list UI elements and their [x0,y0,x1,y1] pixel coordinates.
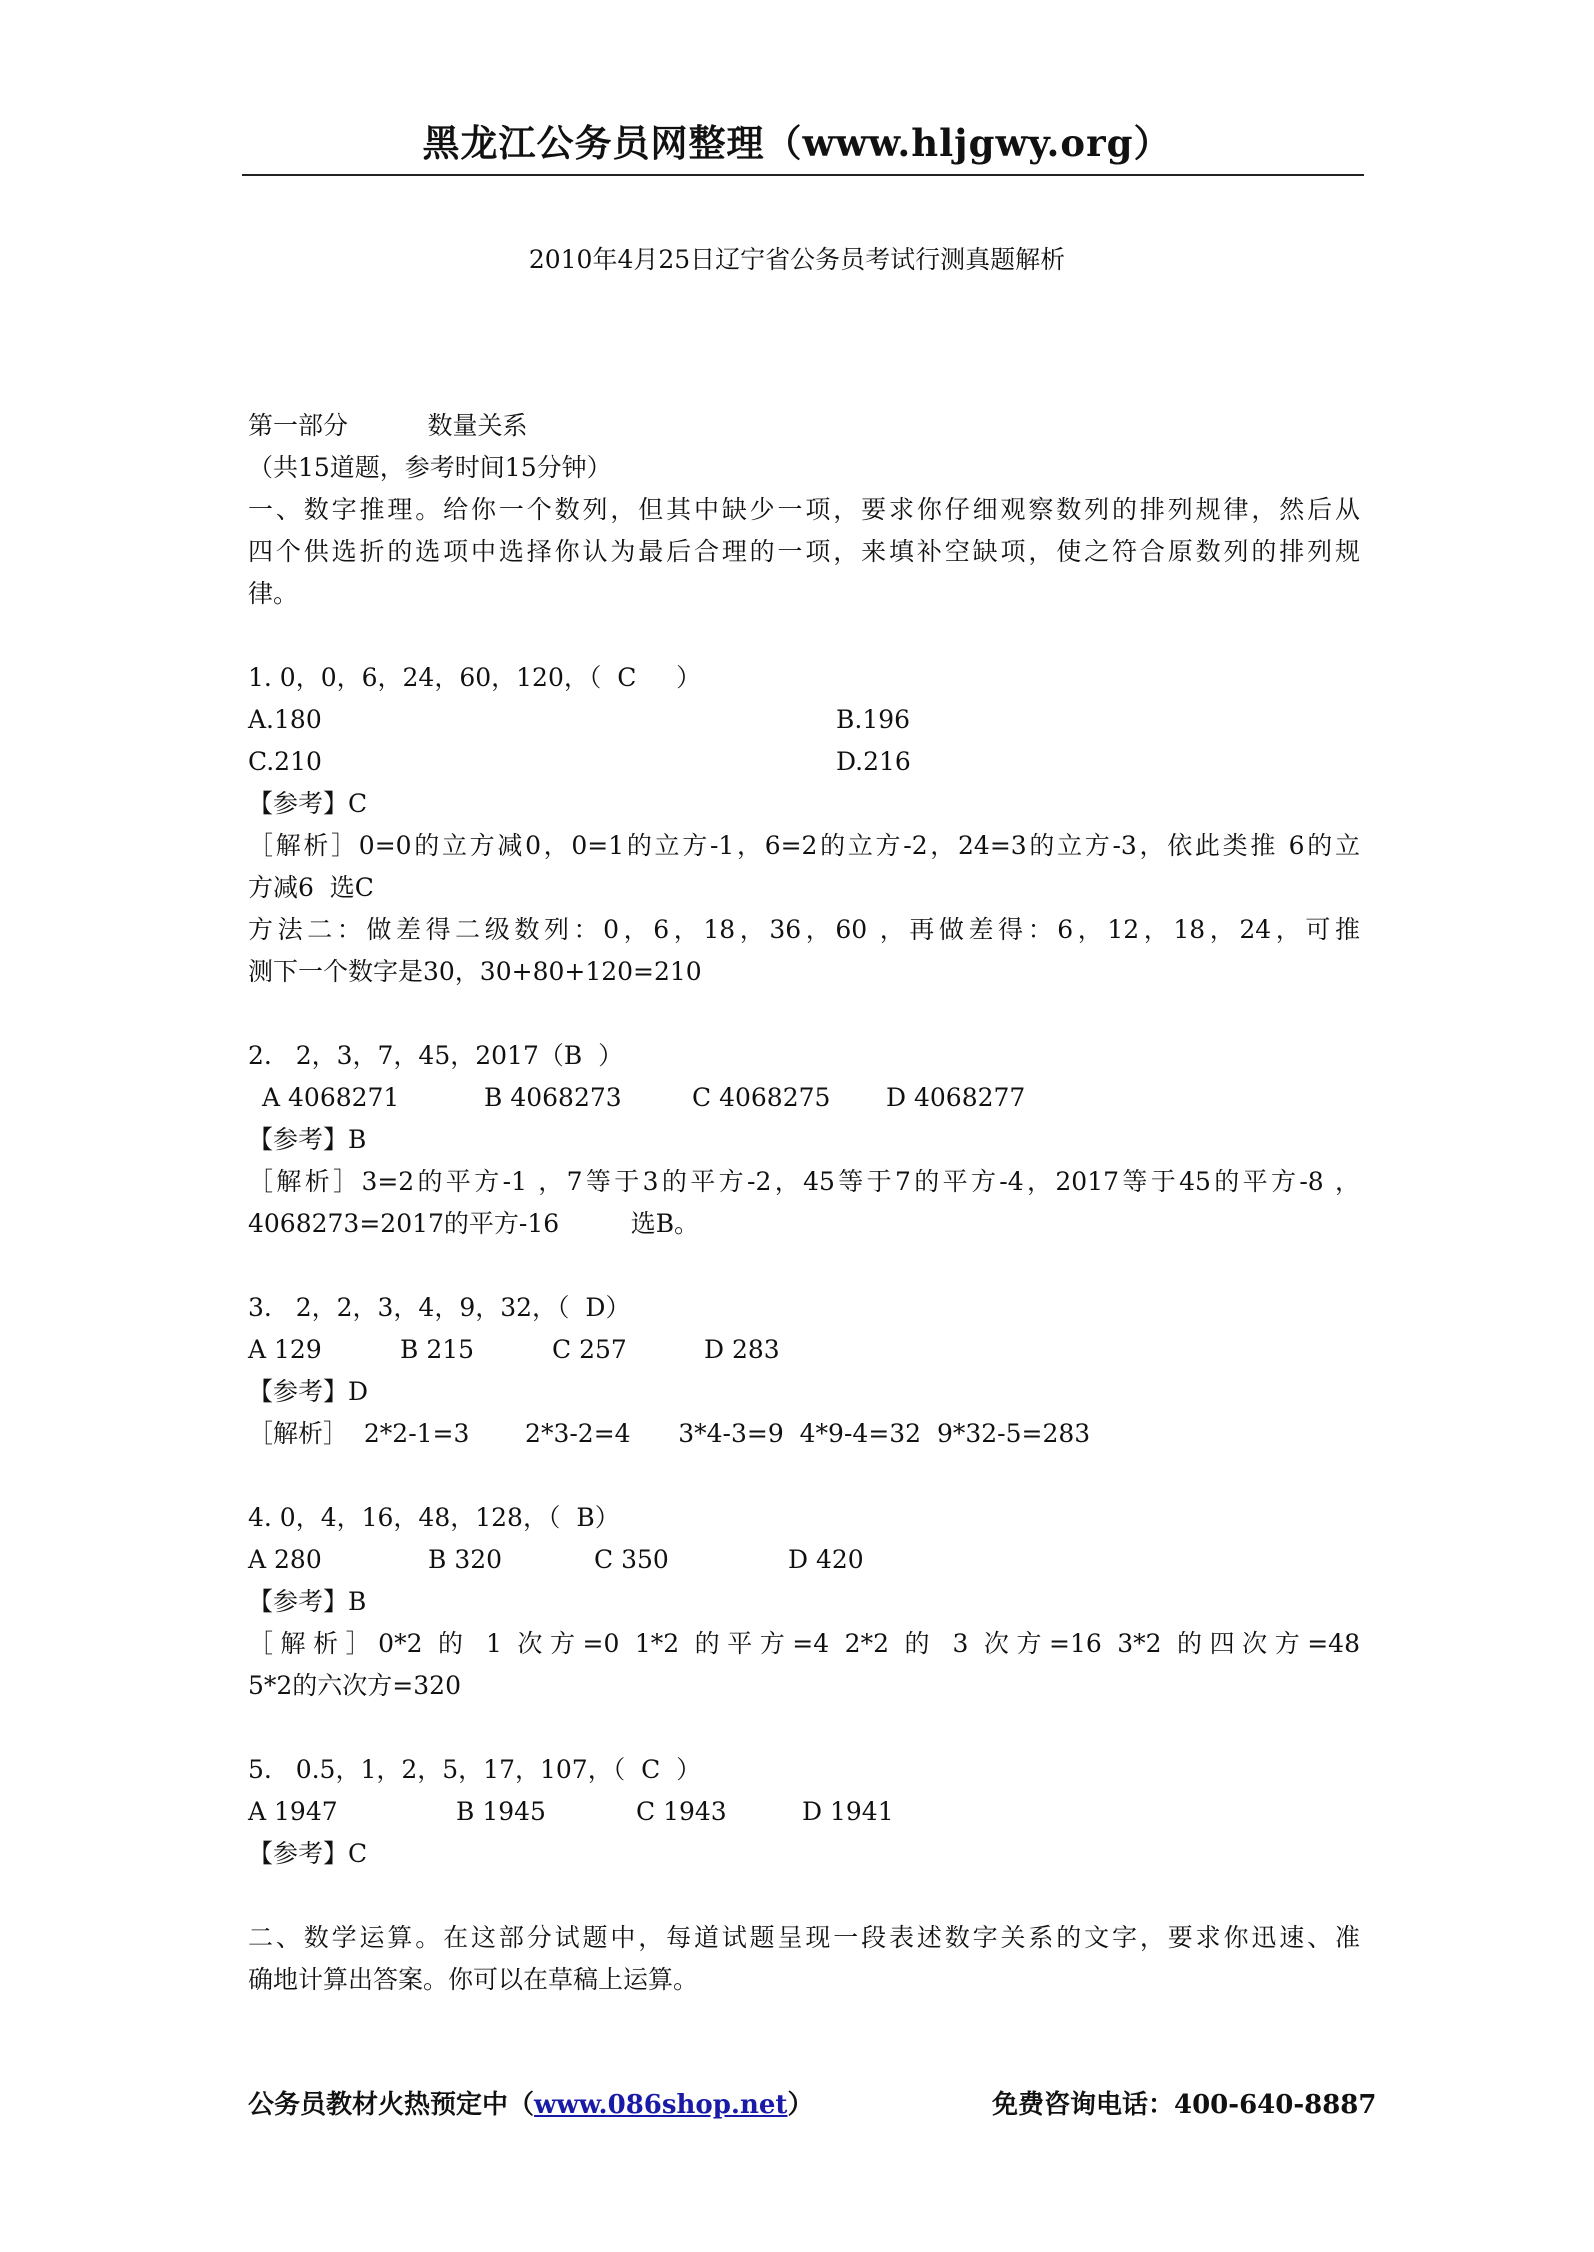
q1-option-d: D.216 [836,747,911,776]
q4-analysis-line-1: ［解析］0*2 的 1 次方=0 1*2 的平方=4 2*2 的 3 次方=16 3*2 的四次方=48 [248,1629,1360,1658]
q5-option-b: B 1945 [456,1797,546,1826]
page-header-title: 黑龙江公务员网整理（www.hljgwy.org） [422,121,1172,165]
q2-option-a: A 4068271 [262,1083,400,1112]
q3-option-c: C 257 [552,1335,627,1364]
q5-option-d: D 1941 [802,1797,894,1826]
q3-option-a: A 129 [248,1335,322,1364]
q1-option-b: B.196 [836,705,911,734]
section1-intro-line-1: 一、数字推理。给你一个数列，但其中缺少一项，要求你仔细观察数列的排列规律，然后从 [248,495,1360,524]
q3-stem: 3. 2，2，3，4，9，32，（ D） [248,1293,631,1322]
q2-analysis-line-1: ［解析］3=2的平方-1 ，7等于3的平方-2，45等于7的平方-4，2017等于45的平方-8 ， [248,1167,1360,1196]
q1-option-c: C.210 [248,747,322,776]
q5-option-a: A 1947 [248,1797,338,1826]
q3-answer: 【参考】D [248,1377,369,1406]
q2-answer: 【参考】B [248,1125,367,1154]
q3-analysis: ［解析］ 2*2-1=3 2*3-2=4 3*4-3=9 4*9-4=32 9*32-5=283 [248,1419,1091,1448]
footer-left [248,2085,813,2125]
header-divider [242,174,1364,176]
q5-option-c: C 1943 [636,1797,727,1826]
q4-stem: 4. 0，4，16，48，128，（ B） [248,1503,620,1532]
q1-analysis-line-3: 方法二：做差得二级数列：0，6，18，36，60 ，再做差得：6，12，18，24，可推 [248,915,1360,944]
q3-option-b: B 215 [400,1335,475,1364]
q4-option-c: C 350 [594,1545,669,1574]
section2-intro-line-2: 确地计算出答案。你可以在草稿上运算。 [248,1965,699,1994]
footer-left-suffix: ） [787,2090,814,2120]
q1-analysis-line-1: ［解析］0=0的立方减0，0=1的立方-1，6=2的立方-2，24=3的立方-3，依此类推 6的立 [248,831,1360,860]
q2-option-d: D 4068277 [886,1083,1026,1112]
q4-option-d: D 420 [788,1545,864,1574]
section2-intro-line-1: 二、数学运算。在这部分试题中，每道试题呈现一段表述数字关系的文字，要求你迅速、准 [248,1923,1360,1952]
q1-stem: 1. 0，0，6，24，60，120，（ C ） [248,663,702,692]
q1-analysis-line-4: 测下一个数字是30，30+80+120=210 [248,957,702,986]
section1-intro-line-2: 四个供选折的选项中选择你认为最后合理的一项，来填补空缺项，使之符合原数列的排列规 [248,537,1360,566]
q1-analysis-line-2: 方减6 选C [248,873,374,902]
footer-shop-link[interactable]: www.086shop.net [534,2090,788,2120]
q2-option-c: C 4068275 [692,1083,831,1112]
q2-analysis-line-2: 4068273=2017的平方-16 选B。 [248,1209,700,1238]
q3-option-d: D 283 [704,1335,780,1364]
q5-stem: 5. 0.5，1，2，5，17，107，（ C ） [248,1755,702,1784]
section1-intro-line-3: 律。 [248,579,299,608]
document-title: 2010年4月25日辽宁省公务员考试行测真题解析 [528,245,1066,274]
q4-option-a: A 280 [248,1545,322,1574]
footer-left-prefix: 公务员教材火热预定中（ [248,2090,535,2120]
q4-option-b: B 320 [428,1545,503,1574]
q2-option-b: B 4068273 [484,1083,622,1112]
q5-answer: 【参考】C [248,1839,368,1868]
part-note: （共15道题，参考时间15分钟） [248,453,612,482]
q1-option-a: A.180 [248,705,322,734]
q1-answer: 【参考】C [248,789,368,818]
part-heading: 第一部分 数量关系 [248,411,528,440]
q4-analysis-line-2: 5*2的六次方=320 [248,1671,461,1700]
footer-phone: 免费咨询电话：400-640-8887 [992,2090,1377,2120]
q4-answer: 【参考】B [248,1587,367,1616]
q2-stem: 2. 2，3，7，45，2017（B ） [248,1041,624,1070]
